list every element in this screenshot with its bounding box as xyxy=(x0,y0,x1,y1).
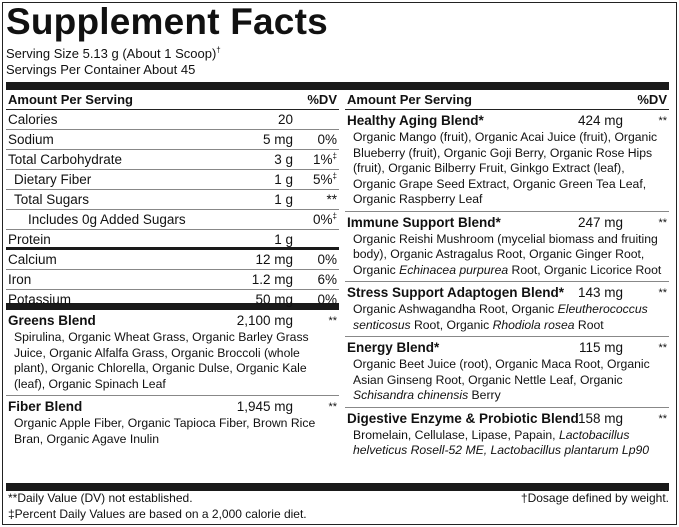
right-header-dv: %DV xyxy=(637,92,667,107)
blend-name: Immune Support Blend* xyxy=(347,214,501,230)
blend-immune-support xyxy=(345,212,669,283)
ingredients-italic: Echinacea purpurea xyxy=(399,262,509,277)
nutrient-label: Includes 0g Added Sugars xyxy=(28,212,186,227)
left-header-amount: Amount Per Serving xyxy=(8,92,133,107)
nutrient-label: Protein xyxy=(8,232,51,247)
blend-dv: ** xyxy=(658,342,667,354)
nutrient-label: Potassium xyxy=(8,292,72,307)
right-header-row xyxy=(345,90,669,110)
nutrient-dv: 0% xyxy=(317,292,337,307)
blend-dv: ** xyxy=(328,315,337,327)
nutrient-row-calcium xyxy=(6,250,339,270)
nutrient-amount: 1 g xyxy=(274,172,293,187)
blend-energy xyxy=(345,337,669,408)
blend-amount: 2,100 mg xyxy=(236,313,293,328)
blend-name: Healthy Aging Blend* xyxy=(347,113,484,128)
blend-digestive-enzyme-probiotic xyxy=(345,408,669,462)
blend-dv: ** xyxy=(658,216,667,229)
ingredients-italic: Eleutherococcus senticosus xyxy=(353,302,648,332)
nutrient-row-iron xyxy=(6,270,339,290)
left-header-row xyxy=(6,90,339,110)
ingredients-italic: Lactobacillus helveticus Rosell-52 ME, Lactobacillus plantarum Lp90 xyxy=(353,427,650,457)
serving-size xyxy=(6,46,221,62)
blend-ingredients: Organic Apple Fiber, Organic Tapioca Fiber, Brown Rice Bran, Organic Agave Inulin xyxy=(14,416,316,446)
ingredients-italic: Rhodiola rosea xyxy=(492,317,575,332)
panel-title: Supplement Facts xyxy=(6,1,328,42)
dv-mark: ‡ xyxy=(332,171,337,181)
nutrient-label: Calcium xyxy=(8,252,57,267)
right-header-amount: Amount Per Serving xyxy=(347,92,472,107)
nutrient-amount: 1 g xyxy=(274,232,293,247)
nutrient-label: Sodium xyxy=(8,132,54,147)
serving-size-mark: † xyxy=(216,45,221,55)
serving-size-text: Serving Size 5.13 g (About 1 Scoop) xyxy=(6,46,217,61)
right-column xyxy=(345,90,669,462)
blend-name: Stress Support Adaptogen Blend* xyxy=(347,285,565,300)
nutrient-label: Total Sugars xyxy=(14,192,90,207)
blend-amount: 1,945 mg xyxy=(236,399,293,414)
ingredients-text: Organic Reishi Mushroom (mycelial biomass and fruiting body), Organic Astragalus Root, Organic Ginger Root, Organic xyxy=(353,231,658,277)
nutrient-row-dietary-fiber xyxy=(6,170,339,190)
blend-fiber xyxy=(6,396,339,450)
nutrient-dv: 0% xyxy=(317,132,337,147)
nutrient-dv: ** xyxy=(326,192,337,207)
blend-amount: 143 mg xyxy=(577,285,623,300)
top-thick-rule xyxy=(6,82,669,90)
nutrient-row-potassium xyxy=(6,290,339,310)
blend-ingredients xyxy=(347,232,667,279)
blend-ingredients xyxy=(347,357,667,404)
ingredients-text: Root, Organic xyxy=(410,317,493,332)
ingredients-text: Organic Ashwagandha Root, Organic xyxy=(353,302,558,316)
nutrient-dv xyxy=(313,150,337,170)
dv-value: 5% xyxy=(313,172,333,187)
nutrient-dv: 0% xyxy=(317,252,337,267)
nutrient-amount: 50 mg xyxy=(255,292,293,307)
left-column xyxy=(6,90,339,450)
blend-name: Energy Blend* xyxy=(347,340,440,355)
blend-greens xyxy=(6,310,339,396)
nutrient-row-protein xyxy=(6,230,339,250)
servings-per-container: Servings Per Container About 45 xyxy=(6,62,196,77)
blend-name: Digestive Enzyme & Probiotic Blend xyxy=(347,410,579,426)
blend-amount: 158 mg xyxy=(577,410,623,426)
blend-amount: 115 mg xyxy=(578,340,623,355)
nutrient-row-added-sugars xyxy=(6,210,339,230)
nutrient-amount: 3 g xyxy=(274,152,293,167)
blend-ingredients: Organic Mango (fruit), Organic Acai Juice (fruit), Organic Blueberry (fruit), Organic Goji Berry, Organic Rose Hips (fruit), Organic Bilberry Fruit, Ginkgo Extract (leaf), Organic Grape Seed Extract, Organic Green Tea Leaf, Organic Raspberry Leaf xyxy=(353,130,658,206)
ingredients-text: Root, Organic Licorice Root xyxy=(508,262,662,277)
dv-mark: ‡ xyxy=(332,151,337,161)
nutrient-amount: 12 mg xyxy=(255,252,293,267)
dv-value: 1% xyxy=(313,152,333,167)
blend-name: Greens Blend xyxy=(8,313,96,328)
blend-dv: ** xyxy=(658,287,667,299)
nutrient-row-total-carbohydrate xyxy=(6,150,339,170)
nutrient-dv xyxy=(313,210,337,230)
blend-dv: ** xyxy=(328,401,337,413)
ingredients-text: Bromelain, Cellulase, Lipase, Papain, xyxy=(353,427,559,442)
bottom-thick-rule xyxy=(6,483,669,491)
blend-healthy-aging xyxy=(345,110,669,212)
footnote-dv-not-established: **Daily Value (DV) not established. xyxy=(8,491,193,505)
dv-mark: ‡ xyxy=(332,211,337,221)
nutrient-amount: 20 xyxy=(277,112,293,127)
blend-ingredients xyxy=(347,302,667,333)
nutrient-row-total-sugars xyxy=(6,190,339,210)
ingredients-text: Root xyxy=(574,317,604,332)
nutrient-amount: 1.2 mg xyxy=(251,272,293,287)
footnote-dosage: †Dosage defined by weight. xyxy=(520,491,669,505)
blend-dv: ** xyxy=(658,115,667,127)
blend-name: Fiber Blend xyxy=(8,399,83,414)
blend-ingredients: Spirulina, Organic Wheat Grass, Organic Barley Grass Juice, Organic Alfalfa Grass, Organic Broccoli (whole plant), Organic Chlorella, Organic Dulse, Organic Kale (leaf), Organic Spinach Leaf xyxy=(14,330,309,391)
nutrient-dv: 6% xyxy=(317,272,337,287)
nutrient-label: Total Carbohydrate xyxy=(8,152,123,167)
nutrient-label: Iron xyxy=(8,272,32,287)
nutrient-dv xyxy=(313,170,337,190)
ingredients-italic: Schisandra chinensis xyxy=(353,388,469,402)
blend-dv: ** xyxy=(658,412,667,425)
blend-amount: 247 mg xyxy=(577,214,623,230)
blend-ingredients xyxy=(347,428,667,459)
footnote-percent-dv: ‡Percent Daily Values are based on a 2,000 calorie diet. xyxy=(8,507,307,521)
blend-stress-support xyxy=(345,282,669,337)
dv-value: 0% xyxy=(313,212,333,227)
ingredients-text: Berry xyxy=(468,388,501,402)
nutrient-label: Calories xyxy=(8,112,58,127)
nutrient-amount: 1 g xyxy=(274,192,293,207)
ingredients-text: Organic Beet Juice (root), Organic Maca Root, Organic Asian Ginseng Root, Organic Nettle Leaf, Organic xyxy=(353,357,650,387)
nutrient-label: Dietary Fiber xyxy=(14,172,92,187)
blend-amount: 424 mg xyxy=(577,113,623,128)
left-header-dv: %DV xyxy=(307,92,337,107)
nutrient-row-calories xyxy=(6,110,339,130)
nutrient-row-sodium xyxy=(6,130,339,150)
nutrient-amount: 5 mg xyxy=(262,132,293,147)
